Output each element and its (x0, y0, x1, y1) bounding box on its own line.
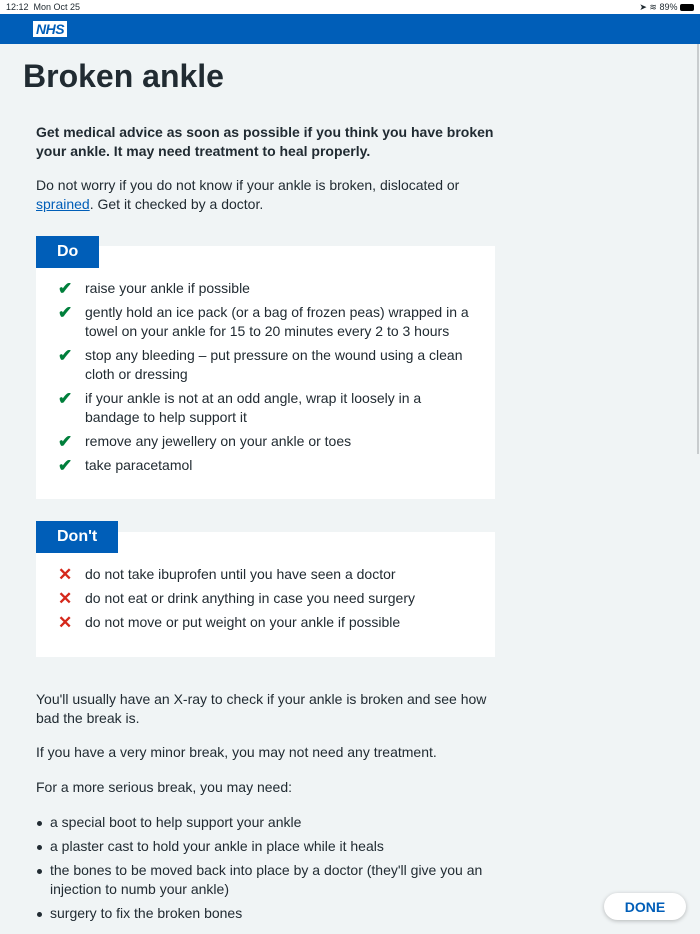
serious-break-text: For a more serious break, you may need: (36, 779, 293, 795)
do-item (58, 389, 475, 427)
dont-item (58, 589, 475, 608)
wifi-icon: ≋ (649, 1, 657, 12)
treatment-list (36, 813, 496, 928)
check-icon: ✔ (58, 432, 73, 451)
status-date: Mon Oct 25 (33, 2, 81, 12)
do-item (58, 303, 475, 341)
do-item-text: remove any jewellery on your ankle or toes (85, 433, 352, 449)
do-item-text: stop any bleeding – put pressure on the wound using a clean cloth or dressing (85, 347, 463, 382)
treatment-item: the bones to be moved back into place by a doctor (they'll give you an injection to numb your ankle) (36, 861, 496, 899)
check-icon: ✔ (58, 389, 73, 408)
do-item-text: if your ankle is not at an odd angle, wrap it loosely in a bandage to help support it (85, 390, 422, 425)
intro-after: . Get it checked by a doctor. (89, 196, 264, 212)
do-item (58, 432, 475, 451)
battery-icon (680, 4, 694, 11)
battery-percent: 89% (659, 1, 678, 12)
do-item-text: raise your ankle if possible (85, 280, 250, 296)
treatment-item: a plaster cast to hold your ankle in place while it heals (36, 837, 496, 856)
nhs-header (0, 14, 700, 44)
treatment-item: surgery to fix the broken bones (36, 904, 496, 923)
intro-bold: Get medical advice as soon as possible if you think you have broken your ankle. It may need treatment to heal properly. (36, 124, 494, 159)
done-button[interactable]: DONE (604, 893, 686, 920)
status-time: 12:12 (6, 2, 29, 12)
do-item (58, 279, 475, 298)
cross-icon: ✕ (58, 613, 73, 632)
cross-icon: ✕ (58, 589, 73, 608)
do-item-text: gently hold an ice pack (or a bag of frozen peas) wrapped in a towel on your ankle for 15 to 20 minutes every 2 to 3 hours (85, 304, 469, 339)
do-item (58, 456, 475, 475)
location-icon: ➤ (639, 1, 647, 12)
dont-item-text: do not take ibuprofen until you have seen a doctor (85, 566, 396, 582)
check-icon: ✔ (58, 456, 73, 475)
do-heading: Do (36, 236, 99, 268)
nhs-logo[interactable]: NHS (33, 21, 67, 37)
check-icon: ✔ (58, 346, 73, 365)
dont-item (58, 613, 475, 632)
dont-item-text: do not eat or drink anything in case you need surgery (85, 590, 415, 606)
check-icon: ✔ (58, 303, 73, 322)
do-list-panel (36, 246, 495, 499)
do-item-text: take paracetamol (85, 457, 193, 473)
treatment-item: a special boot to help support your ankle (36, 813, 496, 832)
intro-text (36, 176, 496, 214)
page-title: Broken ankle (23, 58, 224, 94)
check-icon: ✔ (58, 279, 73, 298)
status-bar (0, 0, 700, 14)
xray-text: You'll usually have an X-ray to check if your ankle is broken and see how bad the break is. (36, 691, 487, 726)
intro-before: Do not worry if you do not know if your ankle is broken, dislocated or (36, 177, 460, 193)
sprained-link[interactable]: sprained (36, 196, 90, 212)
dont-item (58, 565, 475, 584)
do-item (58, 346, 475, 384)
minor-break-text: If you have a very minor break, you may not need any treatment. (36, 744, 437, 760)
scrollbar[interactable] (697, 44, 699, 454)
dont-item-text: do not move or put weight on your ankle if possible (85, 614, 401, 630)
dont-heading: Don't (36, 521, 118, 553)
cross-icon: ✕ (58, 565, 73, 584)
